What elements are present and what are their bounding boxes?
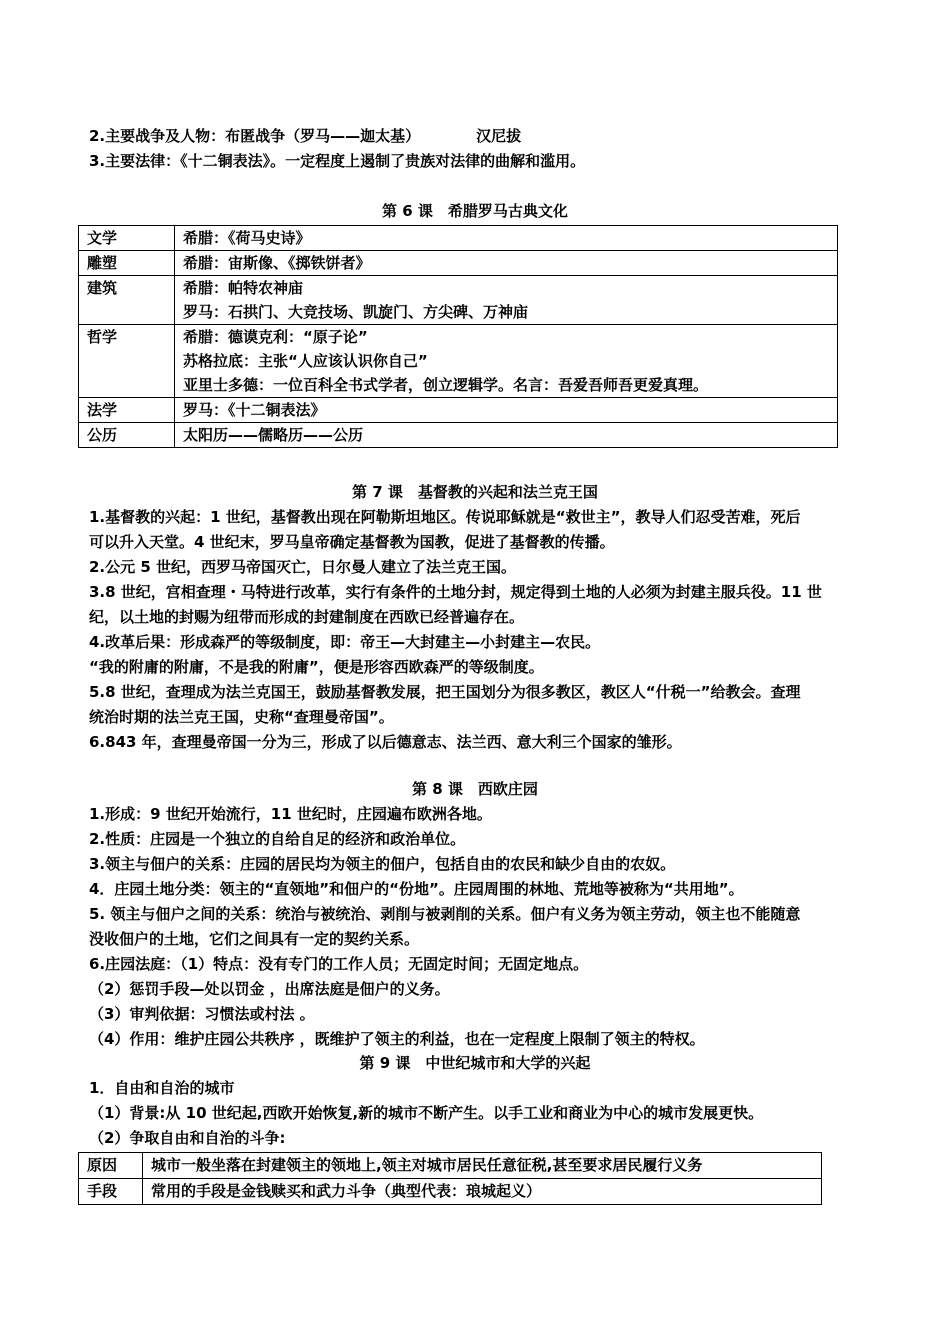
table-cell-key: 文学 xyxy=(79,226,175,251)
text-line: 可以升入天堂。4 世纪末，罗马皇帝确定基督教为国教，促进了基督教的传播。 xyxy=(89,533,615,551)
table-cell-value xyxy=(175,276,838,325)
text-line: “我的附庸的附庸，不是我的附庸”，便是形容西欧森严的等级制度。 xyxy=(89,658,544,676)
text-line: 3.主要法律：《十二铜表法》。一定程度上遏制了贵族对法律的曲解和滥用。 xyxy=(89,152,586,170)
table-row xyxy=(79,226,838,251)
table-cell-value xyxy=(175,423,838,448)
table-row xyxy=(79,251,838,276)
text-line: 2.性质：庄园是一个独立的自给自足的经济和政治单位。 xyxy=(89,830,466,848)
table-cell-key: 建筑 xyxy=(79,276,175,325)
text-line: （2）惩罚手段—处以罚金 ，出席法庭是佃户的义务。 xyxy=(89,980,450,998)
lesson-7-title: 第 7 课 基督教的兴起和法兰克王国 xyxy=(352,483,598,501)
text-line: 1．自由和自治的城市 xyxy=(89,1079,235,1097)
culture-table xyxy=(78,225,838,448)
text-line: 3.8 世纪，宫相查理・马特进行改革，实行有条件的土地分封，规定得到土地的人必须为封建主服兵役。11 世 xyxy=(89,583,822,601)
cell-line: 太阳历——儒略历——公历 xyxy=(183,426,364,444)
text-line: （2）争取自由和自治的斗争: xyxy=(89,1129,286,1147)
text-line: 4．庄园土地分类：领主的“直领地”和佃户的“份地”。庄园周围的林地、荒地等被称为“共用地”。 xyxy=(89,880,744,898)
cell-line: 罗马：《十二铜表法》 xyxy=(183,401,326,419)
text-line: （3）审判依据：习惯法或村法 。 xyxy=(89,1005,315,1023)
cell-line: 希腊：《荷马史诗》 xyxy=(183,229,311,247)
table-cell-value xyxy=(175,251,838,276)
cell-line: 希腊：宙斯像、《掷铁饼者》 xyxy=(183,254,371,272)
text-line: 2.公元 5 世纪，西罗马帝国灭亡，日尔曼人建立了法兰克王国。 xyxy=(89,558,517,576)
text-line: 6.庄园法庭：（1）特点：没有专门的工作人员；无固定时间；无固定地点。 xyxy=(89,955,589,973)
text-segment: 汉尼拔 xyxy=(476,127,522,145)
cell-line: 罗马：石拱门、大竞技场、凯旋门、方尖碑、万神庙 xyxy=(183,303,529,321)
table-row xyxy=(79,423,838,448)
text-line: 4.改革后果：形成森严的等级制度，即：帝王—大封建主—小封建主—农民。 xyxy=(89,633,601,651)
table-cell-value: 常用的手段是金钱赎买和武力斗争（典型代表：琅城起义） xyxy=(143,1179,822,1205)
table-cell-key: 手段 xyxy=(79,1179,143,1205)
text-line xyxy=(89,126,879,146)
text-line: 5. 领主与佃户之间的关系：统治与被统治、剥削与被剥削的关系。佃户有义务为领主劳动，领主也不能随意 xyxy=(89,905,801,923)
table-cell-key: 雕塑 xyxy=(79,251,175,276)
table-cell-key: 哲学 xyxy=(79,325,175,398)
text-line: 6.843 年，查理曼帝国一分为三，形成了以后德意志、法兰西、意大利三个国家的雏形。 xyxy=(89,733,682,751)
cell-line: 希腊：德谟克利：“原子论” xyxy=(183,328,368,346)
table-row xyxy=(79,398,838,423)
text-line: 纪，以土地的封赐为纽带而形成的封建制度在西欧已经普遍存在。 xyxy=(89,608,525,626)
table-cell-value xyxy=(175,325,838,398)
cell-line: 希腊：帕特农神庙 xyxy=(183,279,304,297)
table-cell-value xyxy=(175,226,838,251)
text-line: 3.领主与佃户的关系：庄园的居民均为领主的佃户，包括自由的农民和缺少自由的农奴。 xyxy=(89,855,676,873)
text-line: （4）作用：维护庄园公共秩序 ，既维护了领主的利益，也在一定程度上限制了领主的特权。 xyxy=(89,1030,705,1048)
table-cell-value xyxy=(175,398,838,423)
table-row xyxy=(79,325,838,398)
lesson-6-title: 第 6 课 希腊罗马古典文化 xyxy=(382,202,568,220)
table-cell-key: 法学 xyxy=(79,398,175,423)
cell-line: 亚里士多德：一位百科全书式学者，创立逻辑学。名言：吾爱吾师吾更爱真理。 xyxy=(183,376,709,394)
text-line: （1）背景:从 10 世纪起,西欧开始恢复,新的城市不断产生。以手工业和商业为中心的城市发展更快。 xyxy=(89,1104,764,1122)
text-line: 没收佃户的土地，它们之间具有一定的契约关系。 xyxy=(89,930,420,948)
table-row xyxy=(79,276,838,325)
text-segment: 2.主要战争及人物：布匿战争（罗马——迦太基） xyxy=(89,127,421,145)
text-line: 1.形成：9 世纪开始流行，11 世纪时，庄园遍布欧洲各地。 xyxy=(89,805,492,823)
text-line: 统治时期的法兰克王国，史称“查理曼帝国”。 xyxy=(89,708,394,726)
table-cell-key: 原因 xyxy=(79,1153,143,1179)
lesson-9-title: 第 9 课 中世纪城市和大学的兴起 xyxy=(359,1054,591,1072)
table-row xyxy=(79,1153,822,1179)
cell-line: 苏格拉底：主张“人应该认识你自己” xyxy=(183,352,428,370)
lesson-8-title: 第 8 课 西欧庄园 xyxy=(412,780,538,798)
text-line: 5.8 世纪，查理成为法兰克国王，鼓励基督教发展，把王国划分为很多教区，教区人“什税一”给教会。查理 xyxy=(89,683,801,701)
city-struggle-table xyxy=(78,1152,822,1205)
table-cell-key: 公历 xyxy=(79,423,175,448)
table-row xyxy=(79,1179,822,1205)
table-cell-value: 城市一般坐落在封建领主的领地上,领主对城市居民任意征税,甚至要求居民履行义务 xyxy=(143,1153,822,1179)
text-line: 1.基督教的兴起：1 世纪，基督教出现在阿勒斯坦地区。传说耶稣就是“救世主”，教导人们忍受苦难，死后 xyxy=(89,508,801,526)
